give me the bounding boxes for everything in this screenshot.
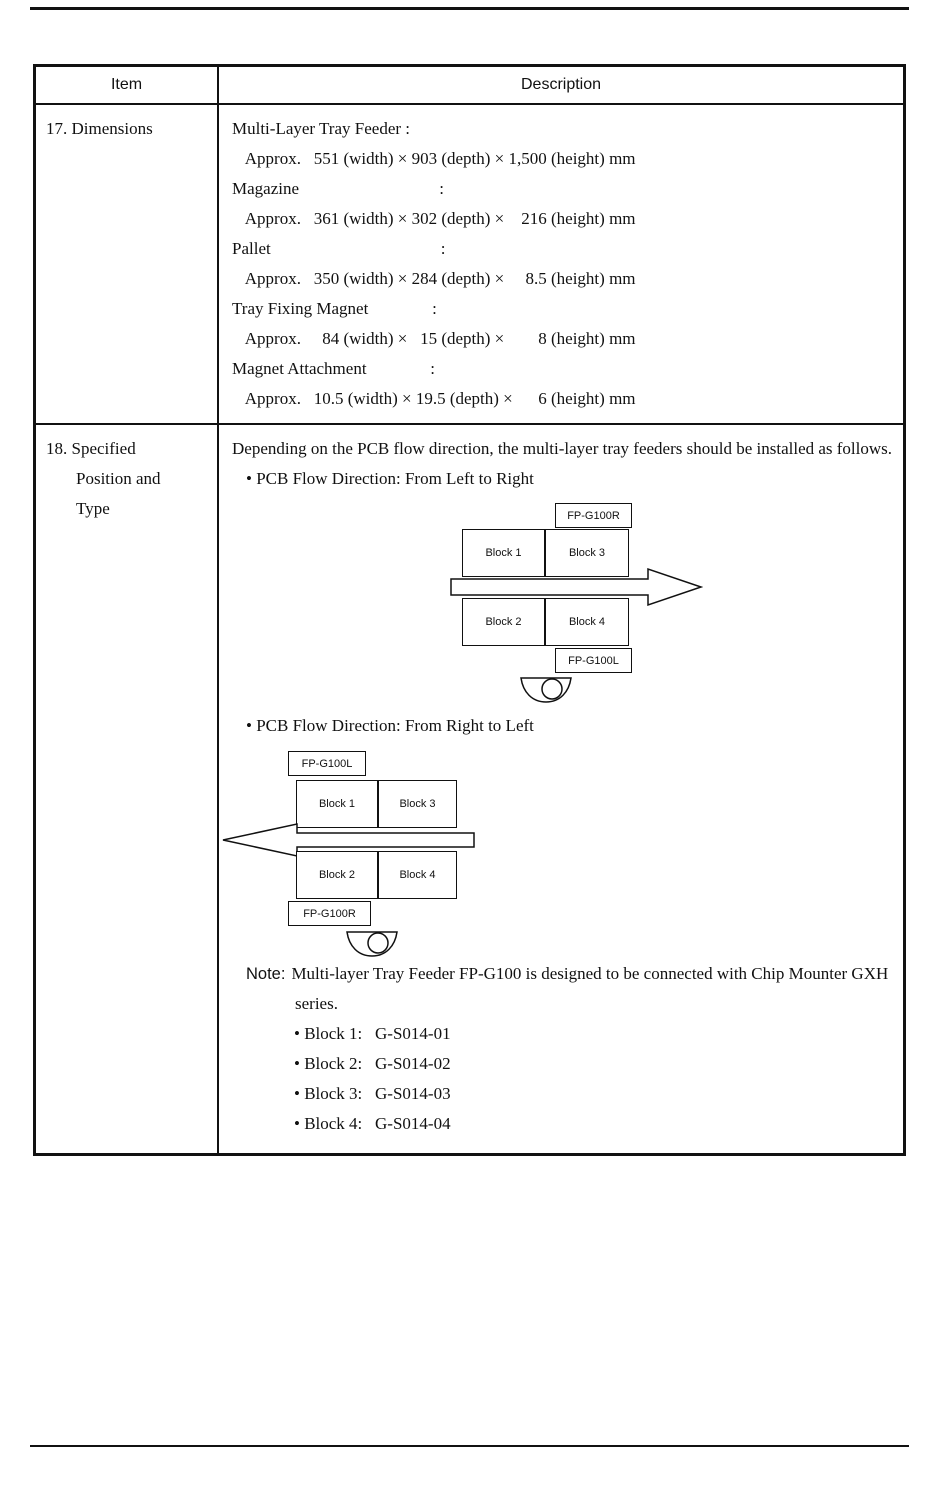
note-block xyxy=(232,959,897,1019)
dimension-line: Multi-Layer Tray Feeder : xyxy=(232,119,410,138)
bullet-pcb-flow-right-to-left: • PCB Flow Direction: From Right to Left xyxy=(246,716,534,735)
note-bullet: • Block 3: G-S014-03 xyxy=(294,1084,451,1103)
row18-item-cell xyxy=(36,425,219,1153)
page-bottom-rule xyxy=(30,1445,909,1447)
table-row-18-specified-position xyxy=(36,425,903,1153)
row18-description-cell xyxy=(219,425,903,1153)
header-description: Description xyxy=(520,76,602,93)
table-header-row xyxy=(36,67,903,105)
block-box: Block 4 xyxy=(378,851,457,899)
operator-position-icon xyxy=(518,675,574,705)
dimension-line: Approx. 361 (width) × 302 (depth) × 216 (height) mm xyxy=(232,209,636,228)
dimension-line: Approx. 84 (width) × 15 (depth) × 8 (height) mm xyxy=(232,329,636,348)
bullet-pcb-flow-left-to-right: • PCB Flow Direction: From Left to Right xyxy=(246,469,534,488)
feeder-label-box: FP-G100L xyxy=(288,751,366,776)
pcb-flow-diagram-right-to-left xyxy=(232,751,897,959)
dimension-line: Approx. 551 (width) × 903 (depth) × 1,500 (height) mm xyxy=(232,149,636,168)
header-item: Item xyxy=(36,67,219,103)
block-box: Block 1 xyxy=(462,529,545,577)
note-label: Note: xyxy=(246,965,286,983)
block-box: Block 3 xyxy=(378,780,457,828)
dimension-line: Approx. 10.5 (width) × 19.5 (depth) × 6 (height) mm xyxy=(232,389,636,408)
feeder-label-box: FP-G100L xyxy=(555,648,632,673)
block-box: Block 2 xyxy=(296,851,378,899)
table-row-17-dimensions xyxy=(36,105,903,425)
block-box: Block 2 xyxy=(462,598,545,646)
row18-item-line: Position and xyxy=(76,469,161,488)
dimension-line: Magnet Attachment : xyxy=(232,359,436,378)
note-bullet: • Block 4: G-S014-04 xyxy=(294,1114,451,1133)
note-bullet: • Block 1: G-S014-01 xyxy=(294,1024,451,1043)
row17-item-cell xyxy=(36,105,219,423)
block-box: Block 3 xyxy=(545,529,629,577)
operator-position-icon xyxy=(344,929,400,959)
note-bullet-list xyxy=(232,1019,897,1139)
note-text: Multi-layer Tray Feeder FP-G100 is designed to be connected with Chip Mounter GXH series. xyxy=(291,964,889,1013)
feeder-label-box: FP-G100R xyxy=(555,503,632,528)
specification-table xyxy=(33,64,906,1156)
page-top-rule xyxy=(30,7,909,10)
row17-item-label: 17. Dimensions xyxy=(46,119,153,138)
feeder-label-box: FP-G100R xyxy=(288,901,371,926)
row18-item-line: 18. Specified xyxy=(46,439,136,458)
row17-description-cell xyxy=(219,105,903,423)
row18-item-line: Type xyxy=(76,499,110,518)
intro-paragraph: Depending on the PCB flow direction, the multi-layer tray feeders should be installed as follows. xyxy=(232,439,893,458)
pcb-flow-diagram-left-to-right xyxy=(232,503,897,707)
block-box: Block 1 xyxy=(296,780,378,828)
dimension-line: Magazine : xyxy=(232,179,444,198)
dimension-line: Approx. 350 (width) × 284 (depth) × 8.5 (height) mm xyxy=(232,269,636,288)
note-bullet: • Block 2: G-S014-02 xyxy=(294,1054,451,1073)
block-box: Block 4 xyxy=(545,598,629,646)
dimension-line: Pallet : xyxy=(232,239,446,258)
dimension-line: Tray Fixing Magnet : xyxy=(232,299,437,318)
